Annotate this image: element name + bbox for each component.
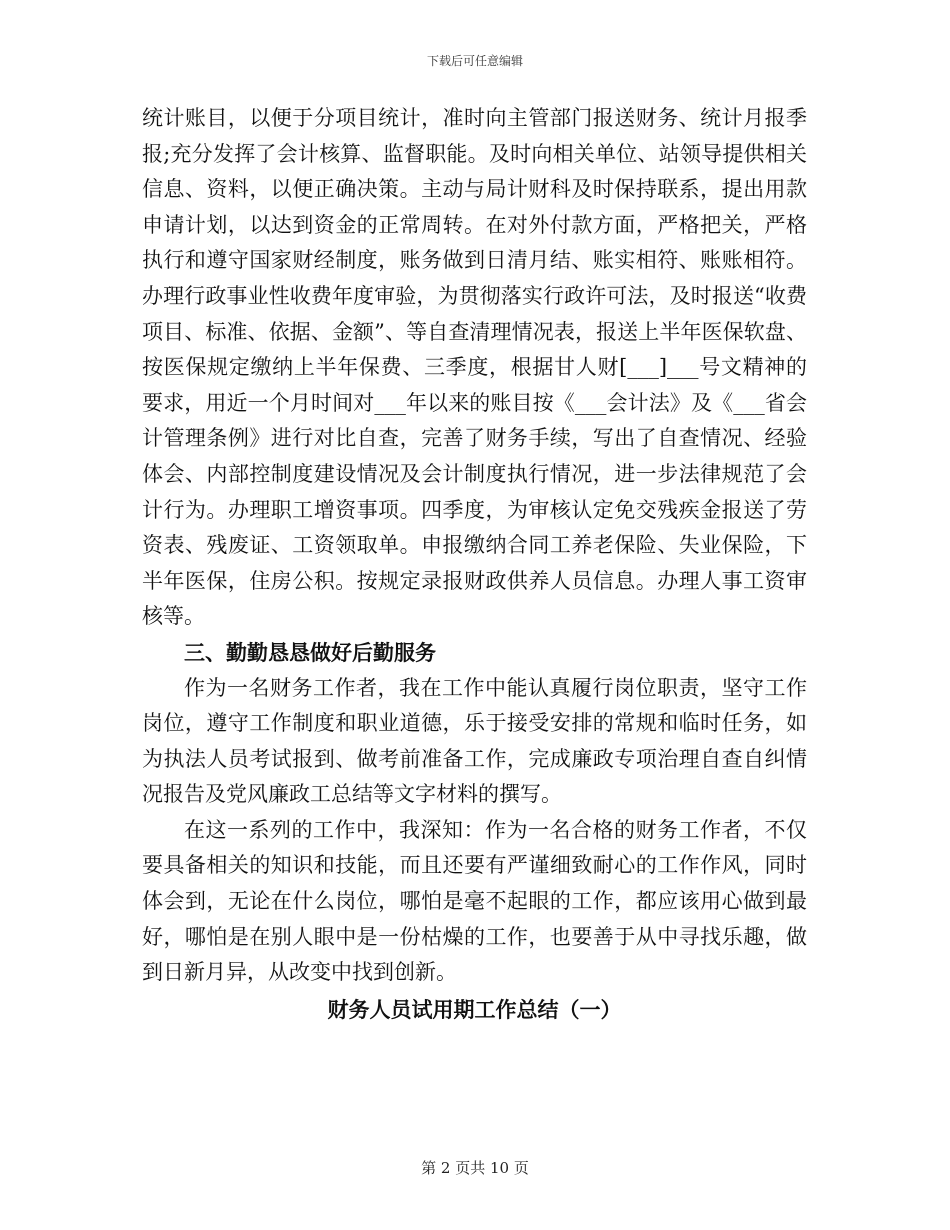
body-paragraph-2: 作为一名财务工作者，我在工作中能认真履行岗位职责，坚守工作岗位，遵守工作制度和职业道德，乐于接受安排的常规和临时任务，如为执法人员考试报到、做考前准备工作，完成廉政专项治理自查自纠情况报告及党风廉政工总结等文字材料的撰写。	[142, 675, 807, 807]
page-footer: 第 2 页共 10 页	[421, 1159, 529, 1177]
section-title: 财务人员试用期工作总结（一）	[327, 996, 622, 1022]
page-header: 下载后可任意编辑	[426, 54, 523, 68]
body-paragraph-1: 统计账目，以便于分项目统计，准时向主管部门报送财务、统计月报季报;充分发挥了会计核算、监督职能。及时向相关单位、站领导提供相关信息、资料，以便正确决策。主动与局计财科及时保持联系，提出用款申请计划，以达到资金的正常周转。在对外付款方面，严格把关，严格执行和遵守国家财经制度，账务做到日清月结、账实相符、账账相符。办理行政事业性收费年度审验，为贯彻落实行政许可法，及时报送“收费项目、标准、依据、金额”、等自查清理情况表，报送上半年医保软盘、按医保规定缴纳上半年保费、三季度，根据甘人财[___]___号文精神的要求，用近一个月时间对___年以来的账目按《___会计法》及《___省会计管理条例》进行对比自查，完善了财务手续，写出了自查情况、经验体会、内部控制度建设情况及会计制度执行情况，进一步法律规范了会计行为。办理职工增资事项。四季度，为审核认定免交残疾金报送了劳资表、残废证、工资领取单。申报缴纳合同工养老保险、失业保险，下半年医保，住房公积。按规定录报财政供养人员信息。办理人事工资审核等。	[142, 106, 807, 629]
document-body	[142, 101, 807, 1027]
section-heading-3: 三、勤勤恳恳做好后勤服务	[184, 639, 436, 665]
body-paragraph-3: 在这一系列的工作中，我深知：作为一名合格的财务工作者，不仅要具备相关的知识和技能，而且还要有严谨细致耐心的工作作风，同时体会到，无论在什么岗位，哪怕是毫不起眼的工作，都应该用心做到最好，哪怕是在别人眼中是一份枯燥的工作，也要善于从中寻找乐趣，做到日新月异，从改变中找到创新。	[142, 817, 807, 985]
